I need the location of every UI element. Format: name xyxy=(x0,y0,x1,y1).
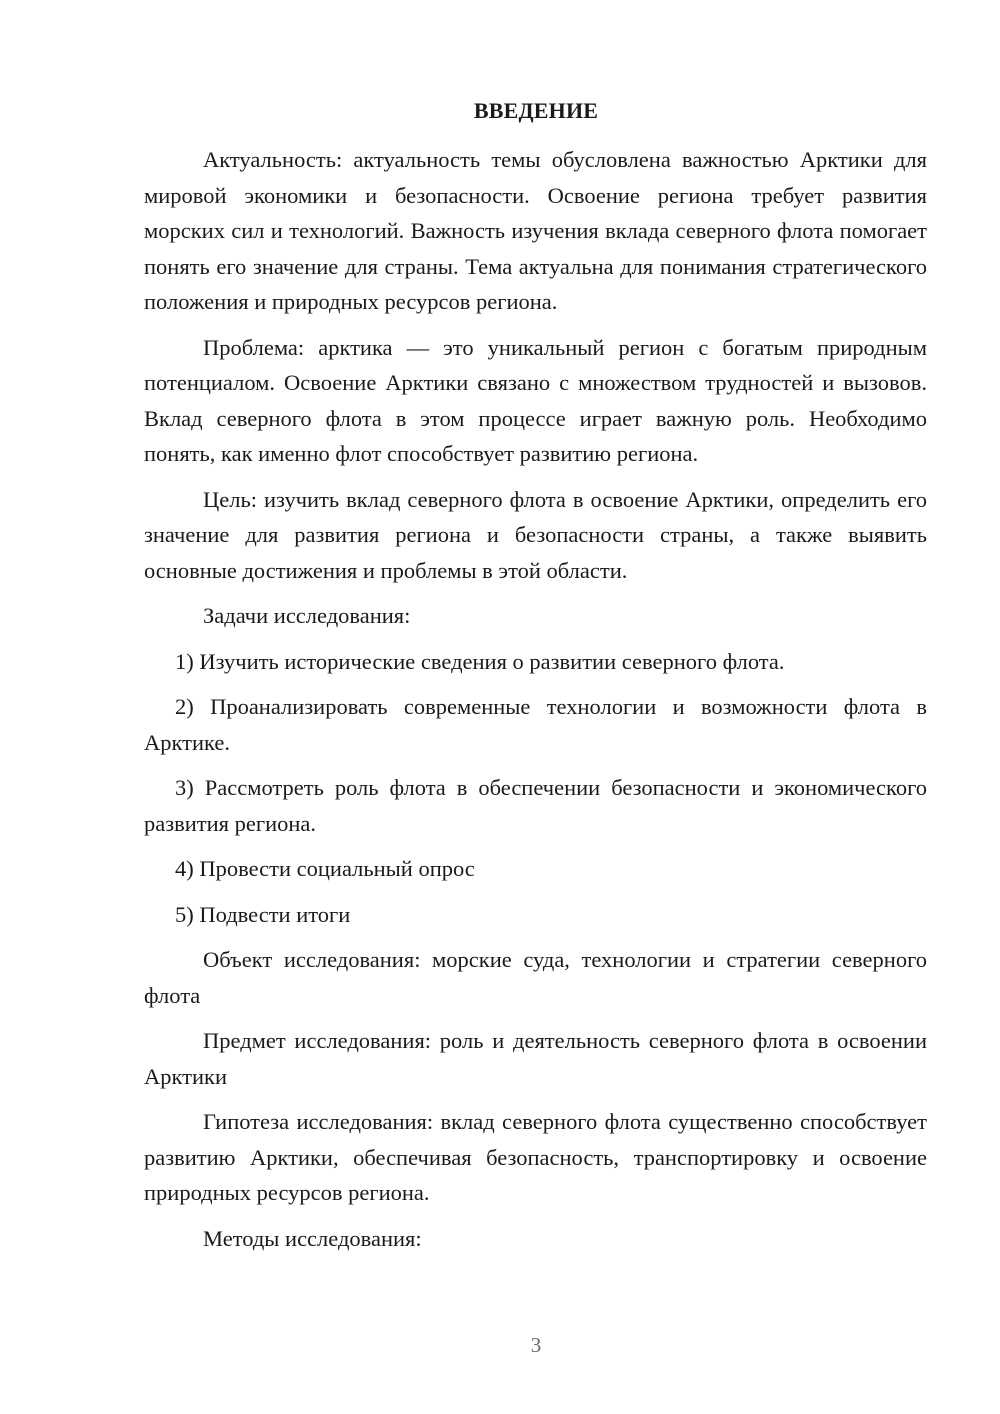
page-title: ВВЕДЕНИЕ xyxy=(473,98,599,123)
methods-title: Методы исследования: xyxy=(203,1225,422,1251)
body-text xyxy=(144,142,927,1266)
hypothesis-paragraph: Гипотеза исследования: вклад северного флота существенно способствует развитию Арктики, обеспечивая безопасность, транспортировку и освоение природных ресурсов региона. xyxy=(144,1109,927,1205)
relevance-paragraph: Актуальность: актуальность темы обусловлена важностью Арктики для мировой экономики и безопасности. Освоение региона требует развития морских сил и технологий. Важность изучения вклада северного флота помогает понять его значение для страны. Тема актуальна для понимания стратегического положения и природных ресурсов региона. xyxy=(144,147,927,314)
object-paragraph: Объект исследования: морские суда, технологии и стратегии северного флота xyxy=(144,947,927,1008)
page-number: 3 xyxy=(530,1333,542,1357)
problem-paragraph: Проблема: арктика — это уникальный регион с богатым природным потенциалом. Освоение Арктики связано с множеством трудностей и вызовов. Вклад северного флота в этом процессе играет важную роль. Необходимо понять, как именно флот способствует развитию региона. xyxy=(144,334,927,466)
task-item: 2) Проанализировать современные технологии и возможности флота в Арктике. xyxy=(144,694,927,755)
tasks-title: Задачи исследования: xyxy=(203,603,411,628)
task-item: 1) Изучить исторические сведения о развитии северного флота. xyxy=(175,648,785,674)
task-item: 3) Рассмотреть роль флота в обеспечении безопасности и экономического развития региона. xyxy=(144,775,927,836)
task-item: 4) Провести социальный опрос xyxy=(175,856,475,881)
task-item: 5) Подвести итоги xyxy=(175,901,351,927)
goal-paragraph: Цель: изучить вклад северного флота в освоение Арктики, определить его значение для развития региона и безопасности страны, а также выявить основные достижения и проблемы в этой области. xyxy=(144,486,927,583)
subject-paragraph: Предмет исследования: роль и деятельность северного флота в освоении Арктики xyxy=(144,1028,927,1089)
